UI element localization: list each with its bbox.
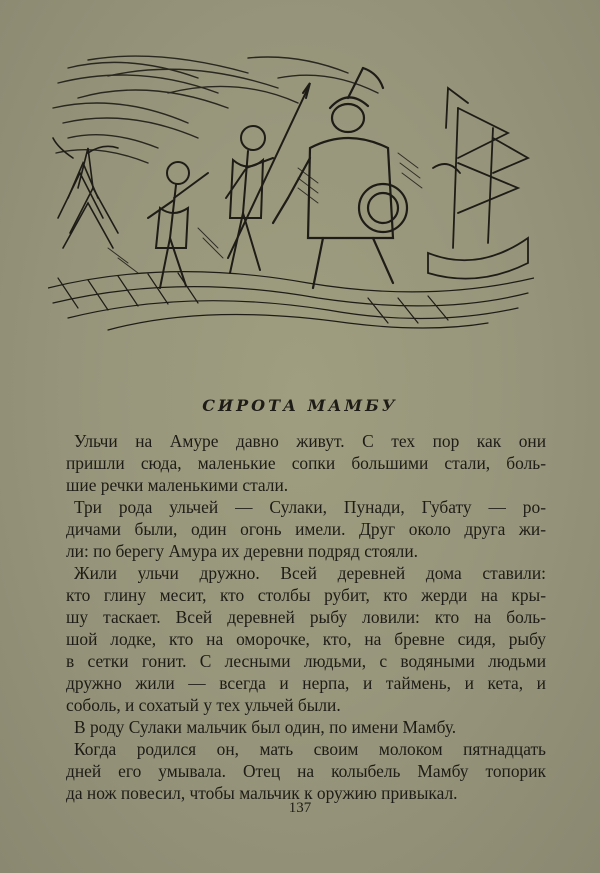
engraving-illustration	[48, 48, 534, 338]
text-line: шой лодке, кто на оморочке, кто, на бревне сидя, рыбу	[66, 629, 546, 649]
text-line: Три рода ульчей — Сулаки, Пунади, Губату — ро-	[74, 497, 546, 517]
paragraph	[66, 716, 546, 738]
paragraph	[66, 496, 546, 562]
text-line: шие речки маленькими стали.	[66, 475, 289, 495]
text-line: соболь, и сохатый у тех ульчей были.	[66, 695, 341, 715]
text-line: пришли сюда, маленькие сопки большими стали, боль-	[66, 453, 546, 473]
text-line: ли: по берегу Амура их деревни подряд стояли.	[66, 541, 418, 561]
page-number: 137	[288, 800, 312, 816]
text-line: дичами были, один огонь имели. Друг около друга жи-	[66, 519, 546, 539]
text-line: кто глину месит, кто столбы рубит, кто жерди на кры-	[66, 585, 546, 605]
paragraph	[66, 738, 546, 804]
text-line: дружно жили — всегда и нерпа, и таймень, и кета, и	[66, 673, 546, 693]
text-line: шу таскает. Всей деревней рыбу ловили: кто на боль-	[66, 607, 546, 627]
text-line: Ульчи на Амуре давно живут. С тех пор как они	[74, 431, 546, 451]
text-line: Когда родился он, мать своим молоком пятнадцать	[74, 739, 546, 759]
text-line: да нож повесил, чтобы мальчик к оружию привыкал.	[66, 783, 458, 803]
text-line: в сетки гонит. С лесными людьми, с водяными людьми	[66, 651, 546, 671]
text-line: Жили ульчи дружно. Всей деревней дома ставили:	[74, 563, 546, 583]
body-text	[66, 430, 546, 804]
paragraph	[66, 562, 546, 716]
text-line: В роду Сулаки мальчик был один, по имени Мамбу.	[74, 717, 457, 737]
chapter-title: СИРОТА МАМБУ	[202, 396, 398, 415]
paragraph	[66, 430, 546, 496]
text-line: дней его умывала. Отец на колыбель Мамбу топорик	[66, 761, 546, 781]
